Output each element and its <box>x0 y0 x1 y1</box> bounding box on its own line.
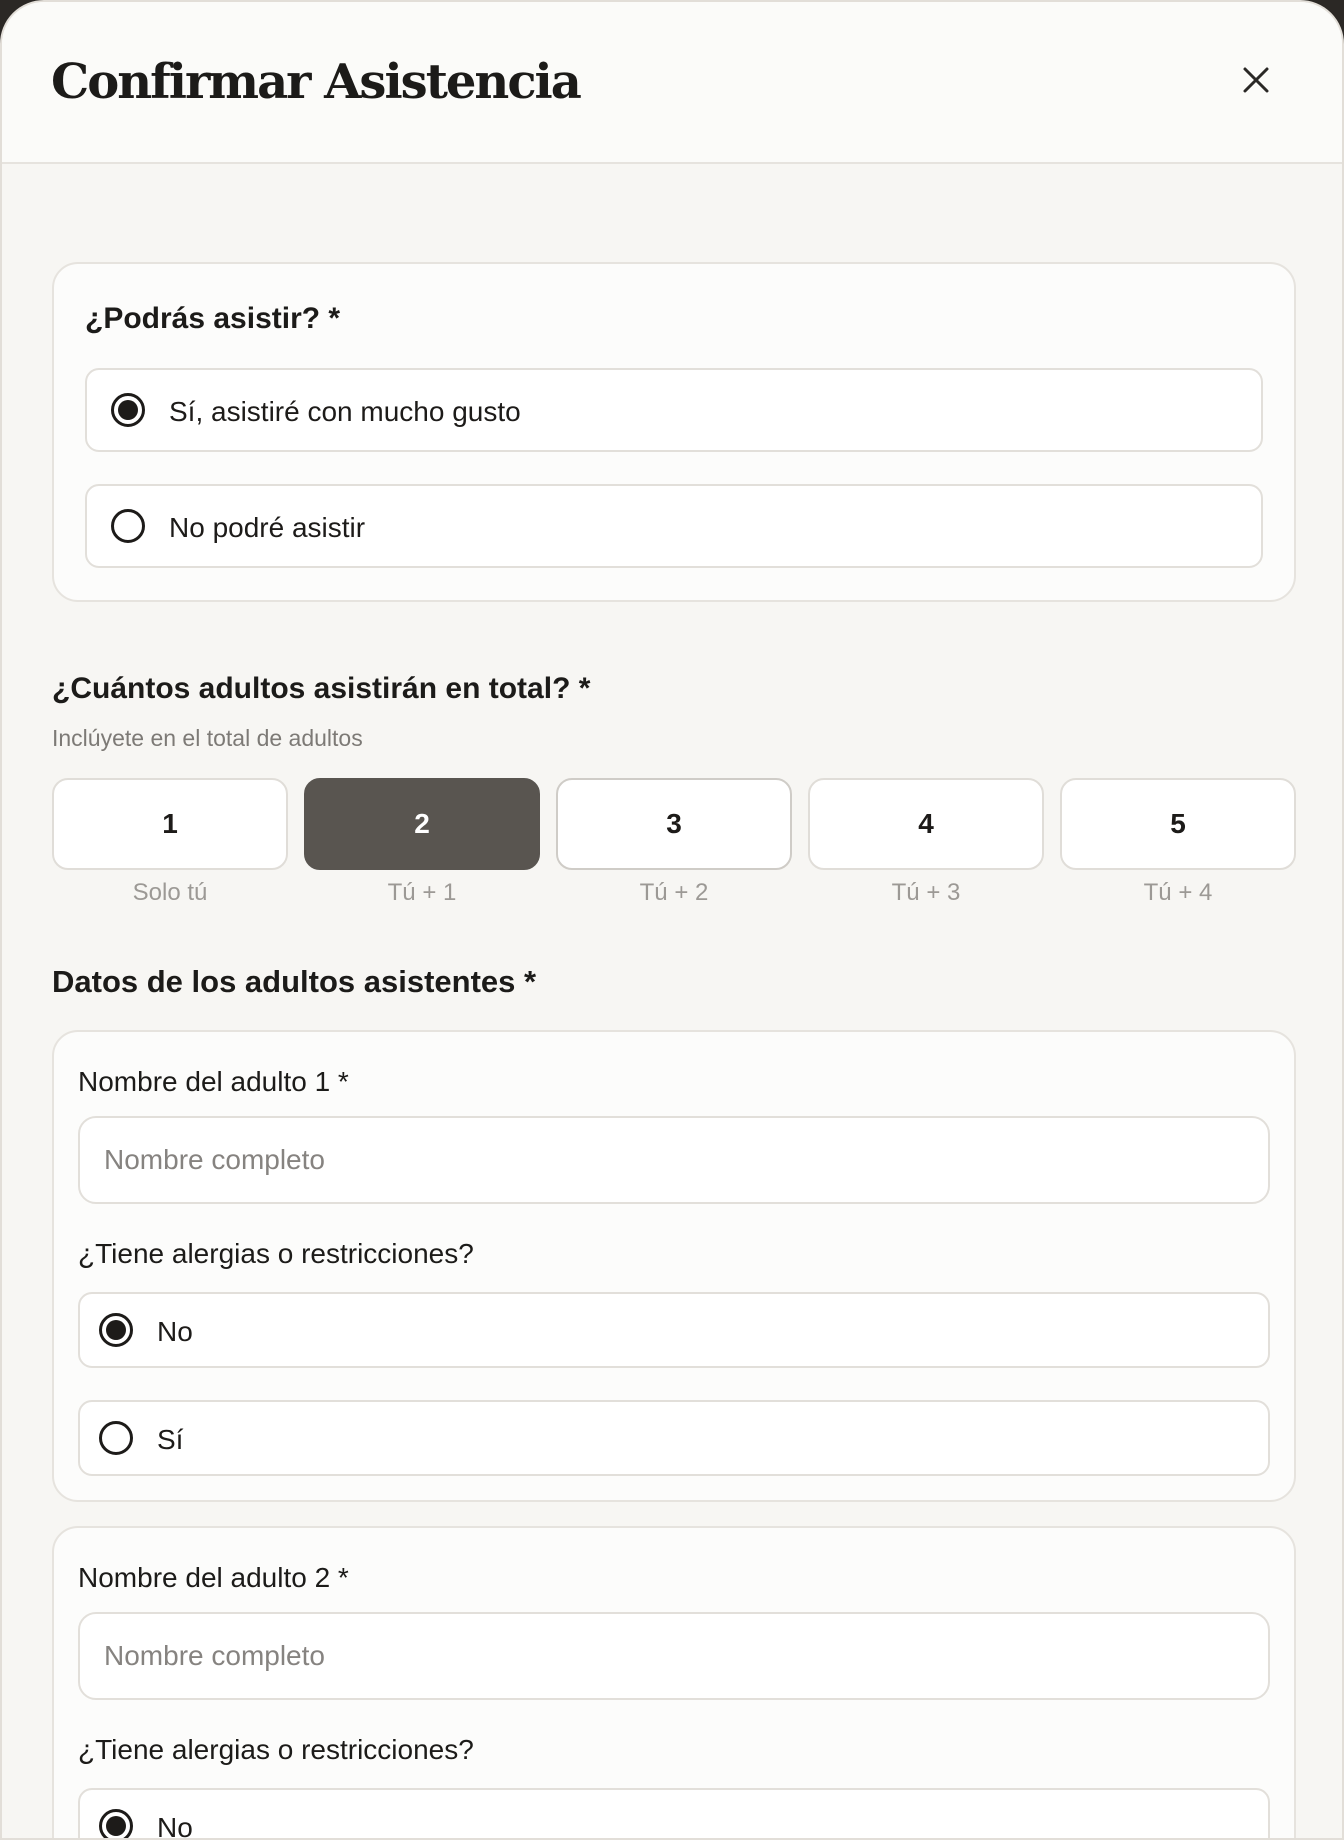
close-button[interactable] <box>1234 58 1278 102</box>
adult-1-radio-yes[interactable] <box>99 1421 133 1455</box>
adult-1-allergy-option-yes[interactable] <box>78 1400 1270 1476</box>
adult-1-allergy-option-no[interactable] <box>78 1292 1270 1368</box>
adults-count-sub-5: Tú + 4 <box>1143 879 1213 906</box>
adult-2-name-label: Nombre del adulto 2 * <box>78 1562 349 1593</box>
attendance-option-no[interactable] <box>85 484 1263 568</box>
adult-2-allergy-option-no[interactable] <box>78 1788 1270 1840</box>
adult-1-allergy-option-yes-label: Sí <box>157 1424 184 1455</box>
attendance-option-yes-label: Sí, asistiré con mucho gusto <box>169 396 521 427</box>
attendance-option-no-label: No podré asistir <box>169 512 366 543</box>
adult-1-name-label: Nombre del adulto 1 * <box>78 1066 349 1097</box>
adults-count-sub-1: Solo tú <box>132 879 208 906</box>
adults-count-option-1[interactable]: 1 <box>52 778 288 870</box>
adult-1-name-input[interactable] <box>78 1116 1270 1204</box>
adults-count-hint: Inclúyete en el total de adultos <box>52 725 363 751</box>
adults-section-title: Datos de los adultos asistentes * <box>52 964 537 999</box>
attendance-question: ¿Podrás asistir? * <box>85 302 341 335</box>
adult-1-radio-no[interactable] <box>99 1313 133 1347</box>
adults-count-sub-4: Tú + 3 <box>891 879 961 906</box>
close-icon <box>1242 66 1270 94</box>
adults-count-option-5[interactable]: 5 <box>1060 778 1296 870</box>
adults-count-question: ¿Cuántos adultos asistirán en total? * <box>52 672 591 705</box>
adults-count-option-3[interactable]: 3 <box>556 778 792 870</box>
adult-2-allergy-question: ¿Tiene alergias o restricciones? <box>78 1734 474 1765</box>
adult-1-allergy-option-no-label: No <box>157 1316 193 1347</box>
adults-count-sub-3: Tú + 2 <box>639 879 709 906</box>
adult-1-allergy-question: ¿Tiene alergias o restricciones? <box>78 1238 474 1269</box>
adult-2-allergy-option-no-label: No <box>157 1812 193 1840</box>
adults-count-option-4[interactable]: 4 <box>808 778 1044 870</box>
modal-header <box>2 2 1342 164</box>
modal-title: Confirmar Asistencia <box>51 54 580 110</box>
adults-count-sub-2: Tú + 1 <box>387 879 457 906</box>
attendance-option-yes[interactable] <box>85 368 1263 452</box>
adult-2-name-input[interactable] <box>78 1612 1270 1700</box>
radio-yes[interactable] <box>111 393 145 427</box>
radio-no[interactable] <box>111 509 145 543</box>
adults-count-option-2[interactable]: 2 <box>304 778 540 870</box>
adult-2-radio-no[interactable] <box>99 1809 133 1840</box>
